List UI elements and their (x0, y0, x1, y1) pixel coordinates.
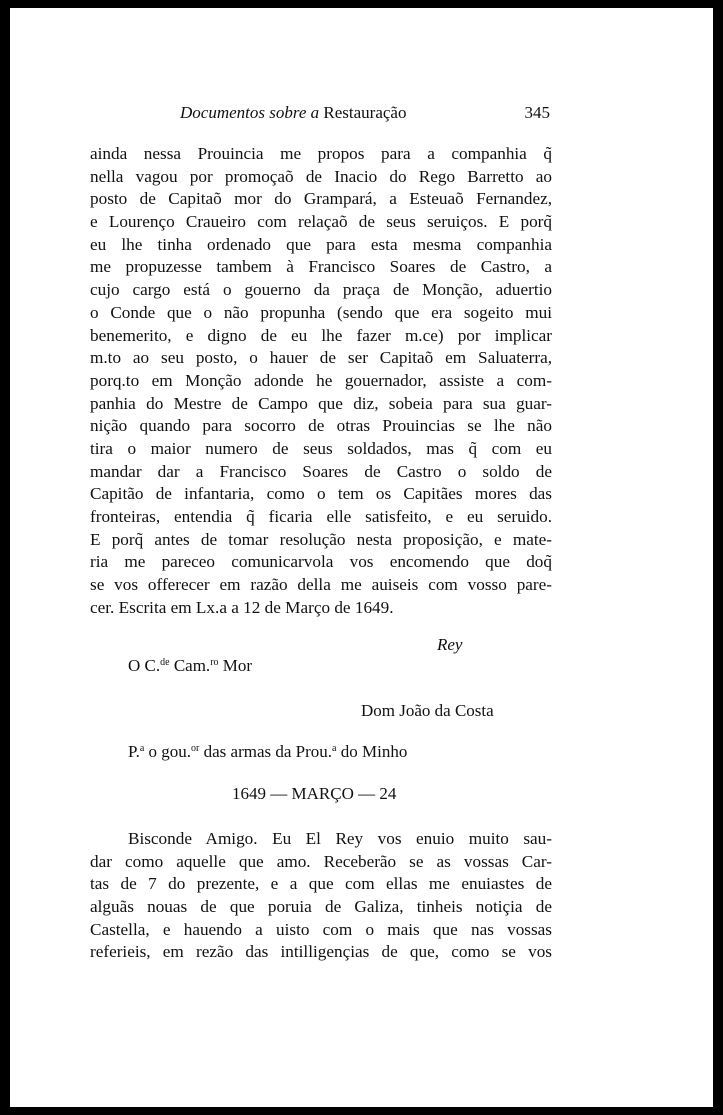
date-heading: 1649 — MARÇO — 24 (232, 784, 397, 803)
signature-rey: Rey (437, 635, 463, 654)
page-number: 345 (524, 103, 550, 122)
addressee-part: do Minho (336, 742, 408, 761)
text-line: Capitão de infantaria, como o tem os Capitães mores das (90, 484, 552, 504)
addressee-part: P. (128, 742, 140, 761)
text-line: tira o maior numero de seus soldados, mas q̃ com eu (90, 438, 552, 458)
text-line: m.to ao seu posto, o hauer de ser Capitaõ em Saluaterra, (90, 348, 552, 368)
text-line: Castella, e hauendo a uisto com o mais que nas vossas (90, 919, 552, 939)
text-line: referieis, em rezão das intilligençias de que, como se vos (90, 942, 552, 962)
signer-name: Dom João da Costa (361, 701, 494, 720)
addressee-line (128, 742, 407, 762)
text-line: tas de 7 do prezente, e a que com ellas me enuiastes de (90, 874, 552, 894)
header-title (180, 103, 406, 123)
text-line: o Conde que o não propunha (sendo que era sogeito mui (90, 302, 552, 322)
header-title-word: Documentos (180, 103, 265, 122)
text-line: se vos offerecer em razão della me auiseis com vosso pare- (90, 575, 552, 595)
text-line: porq.to em Monção adonde he gouernador, assiste a com- (90, 370, 552, 390)
text-line: ria me pareceo comunicarvola vos encomendo que doq̃ (90, 552, 552, 572)
text-line: fronteiras, entendia q̃ ficaria elle satisfeito, e eu seruido. (90, 507, 552, 526)
recipient-sup: ro (210, 657, 219, 668)
header-title-word: sobre (269, 103, 307, 122)
text-line: mandar dar a Francisco Soares de Castro o soldo de (90, 461, 552, 481)
text-line: cer. Escrita em Lx.a a 12 de Março de 1649. (90, 597, 394, 617)
recipient-line (128, 656, 252, 676)
addressee-part: o gou. (144, 742, 192, 761)
text-line: e Lourenço Craueiro com relaçaõ de seus seruiços. E porq̃ (90, 212, 552, 232)
addressee-sup: a (139, 743, 145, 754)
recipient-part: O C. (128, 656, 161, 675)
text-line: ainda nessa Prouincia me propos para a companhia q̃ (90, 144, 552, 163)
text-line: posto de Capitaõ mor do Grampará, a Esteuaõ Fernandez, (90, 189, 552, 209)
header-title-word: Restauração (323, 103, 407, 122)
addressee-sup: a (332, 743, 337, 754)
recipient-part: Mor (218, 656, 253, 675)
header-title-word: a (310, 103, 320, 122)
text-line: alguãs nouas de que poruia de Galiza, tinheis notiçia de (90, 897, 552, 917)
recipient-sup: de (160, 657, 170, 668)
text-line: nella vagou por promoçaõ de Inacio do Rego Barretto ao (90, 166, 552, 186)
recipient-part: Cam. (169, 656, 211, 675)
text-line: benemerito, e digno de eu lhe fazer m.ce) por implicar (90, 325, 552, 345)
document-page (10, 8, 713, 1107)
text-line: eu lhe tinha ordenado que para esta mesma companhia (90, 234, 552, 254)
text-line: panhia do Mestre de Campo que diz, sobeia para sua guar- (90, 393, 552, 413)
addressee-part: das armas da Prou. (199, 742, 333, 761)
text-line: cujo cargo está o gouerno da praça de Monção, aduertio (90, 280, 552, 300)
text-line: me propuzesse tambem à Francisco Soares de Castro, a (90, 257, 552, 277)
letter-paragraph-2 (90, 828, 552, 964)
letter-paragraph-1 (90, 143, 552, 619)
text-line: Bisconde Amigo. Eu El Rey vos enuio muito sau- (128, 829, 552, 848)
addressee-sup: or (191, 743, 200, 754)
text-line: nição quando para socorro de otras Prouincias se lhe não (90, 416, 552, 436)
text-line: dar como aquelle que amo. Receberão se as vossas Car- (90, 851, 552, 871)
text-line: E porq̃ antes de tomar resolução nesta proposição, e mate- (90, 529, 552, 549)
